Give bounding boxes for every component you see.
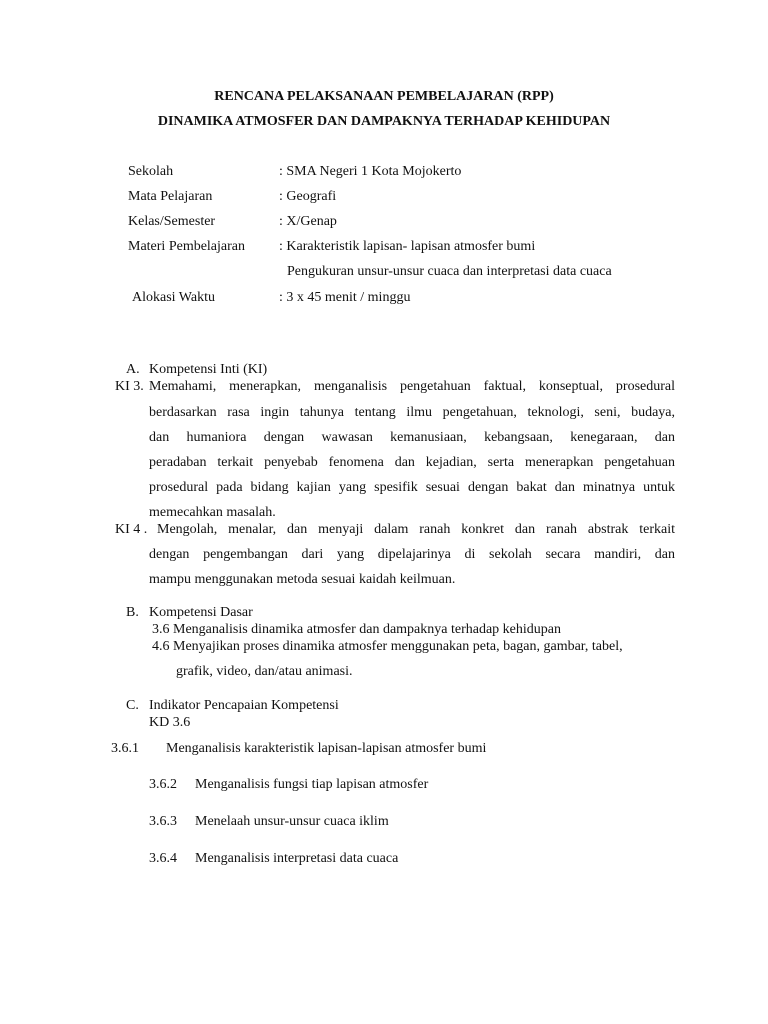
section-a-heading: Kompetensi Inti (KI)	[149, 362, 268, 377]
identity-label-mapel: Mata Pelajaran	[128, 189, 213, 204]
section-a-marker: A.	[126, 362, 140, 377]
kd-label: KD 3.6	[149, 715, 191, 730]
page-title: RENCANA PELAKSANAAN PEMBELAJARAN (RPP)	[214, 89, 554, 104]
identity-value-alokasi: : 3 x 45 menit / minggu	[279, 290, 411, 305]
section-c-heading: Indikator Pencapaian Kompetensi	[149, 698, 339, 713]
ki3-line-1: Memahami, menerapkan, menganalisis pengetahuan faktual, konseptual, prosedural	[149, 379, 675, 394]
section-b-marker: B.	[126, 605, 139, 620]
identity-label-kelas: Kelas/Semester	[128, 214, 216, 229]
indicator-number: 3.6.4	[149, 851, 177, 866]
identity-value-sekolah: : SMA Negeri 1 Kota Mojokerto	[279, 164, 462, 179]
indicator-text: Menganalisis karakteristik lapisan-lapisan atmosfer bumi	[166, 741, 487, 756]
ki3-line-6: memecahkan masalah.	[149, 505, 276, 520]
identity-label-alokasi: Alokasi Waktu	[132, 290, 215, 305]
indicator-number: 3.6.1	[111, 741, 139, 756]
identity-label-sekolah: Sekolah	[128, 164, 174, 179]
ki3-label: KI 3.	[115, 379, 144, 394]
section-b-heading: Kompetensi Dasar	[149, 605, 253, 620]
page-subtitle: DINAMIKA ATMOSFER DAN DAMPAKNYA TERHADAP KEHIDUPAN	[157, 114, 611, 129]
ki3-line-2: berdasarkan rasa ingin tahunya tentang ilmu pengetahuan, teknologi, seni, budaya,	[149, 405, 675, 420]
indicator-text: Menganalisis fungsi tiap lapisan atmosfer	[195, 777, 429, 792]
ki4-line-1: Mengolah, menalar, dan menyaji dalam ranah konkret dan ranah abstrak terkait	[157, 522, 675, 537]
indicator-text: Menelaah unsur-unsur cuaca iklim	[195, 814, 389, 829]
ki4-line-2: dengan pengembangan dari yang dipelajarinya di sekolah secara mandiri, dan	[149, 547, 675, 562]
kd-4-6-line-1: 4.6 Menyajikan proses dinamika atmosfer menggunakan peta, bagan, gambar, tabel,	[152, 639, 623, 654]
indicator-number: 3.6.2	[149, 777, 177, 792]
identity-value-kelas: : X/Genap	[279, 214, 337, 229]
ki4-label: KI 4 .	[115, 522, 148, 537]
indicator-text: Menganalisis interpretasi data cuaca	[195, 851, 399, 866]
ki3-line-3: dan humaniora dengan wawasan kemanusiaan, kebangsaan, kenegaraan, dan	[149, 430, 675, 445]
section-c-marker: C.	[126, 698, 139, 713]
ki3-line-4: peradaban terkait penyebab fenomena dan kejadian, serta menerapkan pengetahuan	[149, 455, 675, 470]
identity-value-materi-2: Pengukuran unsur-unsur cuaca dan interpretasi data cuaca	[287, 264, 612, 279]
ki3-line-5: prosedural pada bidang kajian yang spesifik sesuai dengan bakat dan minatnya untuk	[149, 480, 675, 495]
identity-value-mapel: : Geografi	[279, 189, 337, 204]
kd-3-6: 3.6 Menganalisis dinamika atmosfer dan dampaknya terhadap kehidupan	[152, 622, 561, 637]
indicator-number: 3.6.3	[149, 814, 177, 829]
identity-value-materi: : Karakteristik lapisan- lapisan atmosfer bumi	[279, 239, 536, 254]
kd-4-6-line-2: grafik, video, dan/atau animasi.	[176, 664, 353, 679]
identity-label-materi: Materi Pembelajaran	[128, 239, 246, 254]
ki4-line-3: mampu menggunakan metoda sesuai kaidah keilmuan.	[149, 572, 456, 587]
